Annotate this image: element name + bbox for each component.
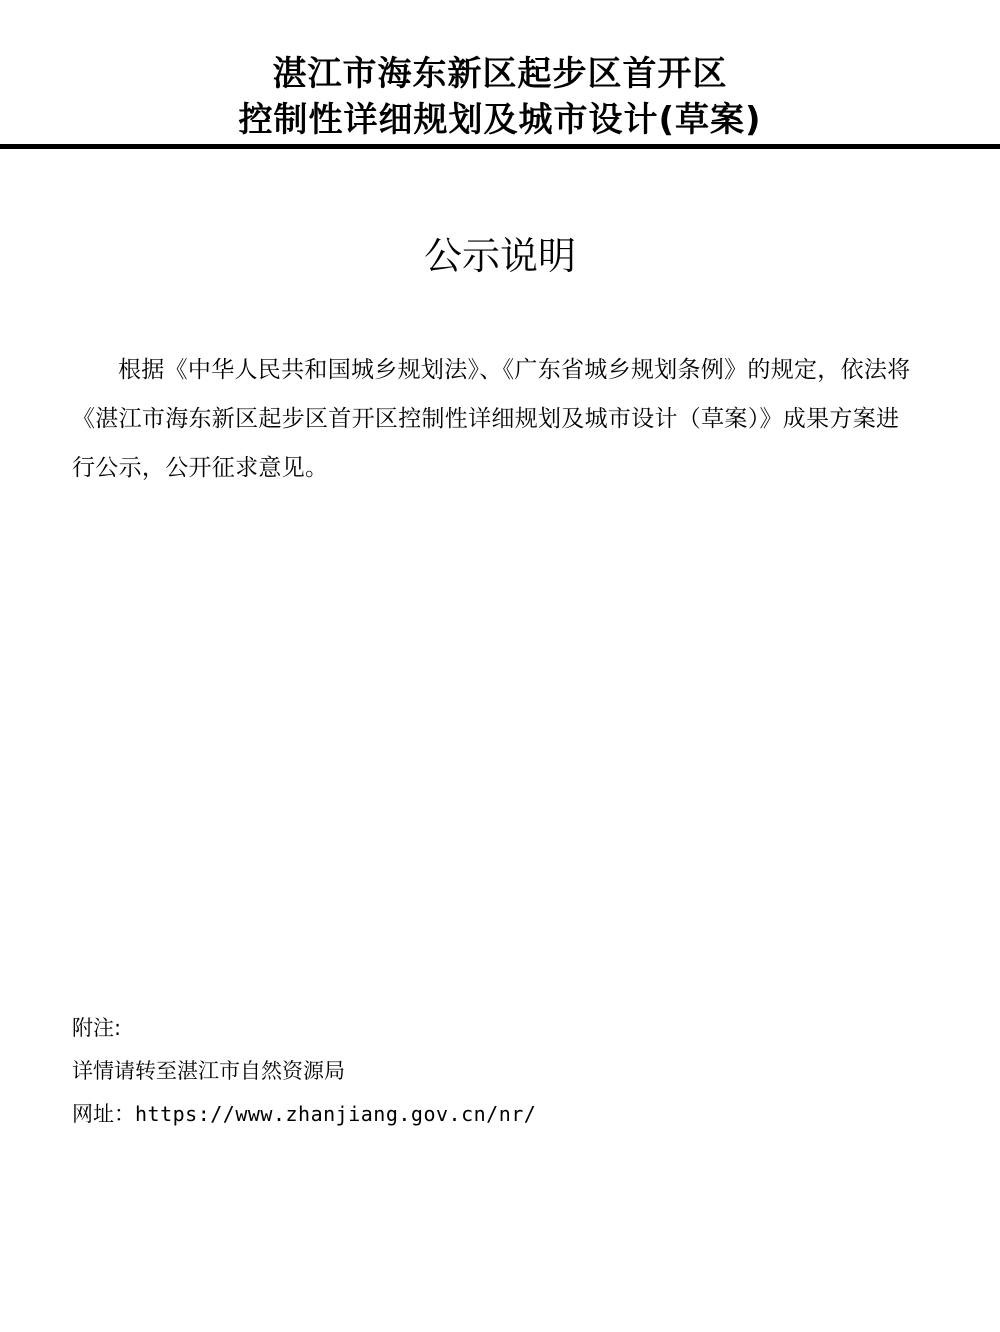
footnote-website [72, 1099, 536, 1129]
footnote-detail: 详情请转至湛江市自然资源局 [72, 1059, 345, 1083]
website-link[interactable]: https://www.zhanjiang.gov.cn/nr/ [135, 1102, 537, 1126]
document-title-line-1: 湛江市海东新区起步区首开区 [272, 54, 728, 94]
footnote-label: 附注: [72, 1016, 122, 1040]
header-divider [0, 144, 1000, 149]
document-title-line-2: 控制性详细规划及城市设计(草案) [238, 100, 762, 140]
document-header [0, 0, 1000, 152]
website-label: 网址： [72, 1102, 135, 1126]
notice-title: 公示说明 [423, 234, 576, 278]
notice-body: 根据《中华人民共和国城乡规划法》、《广东省城乡规划条例》的规定，依法将《湛江市海东新区起步区首开区控制性详细规划及城市设计（草案）》成果方案进行公示，公开征求意见。 [72, 357, 911, 481]
